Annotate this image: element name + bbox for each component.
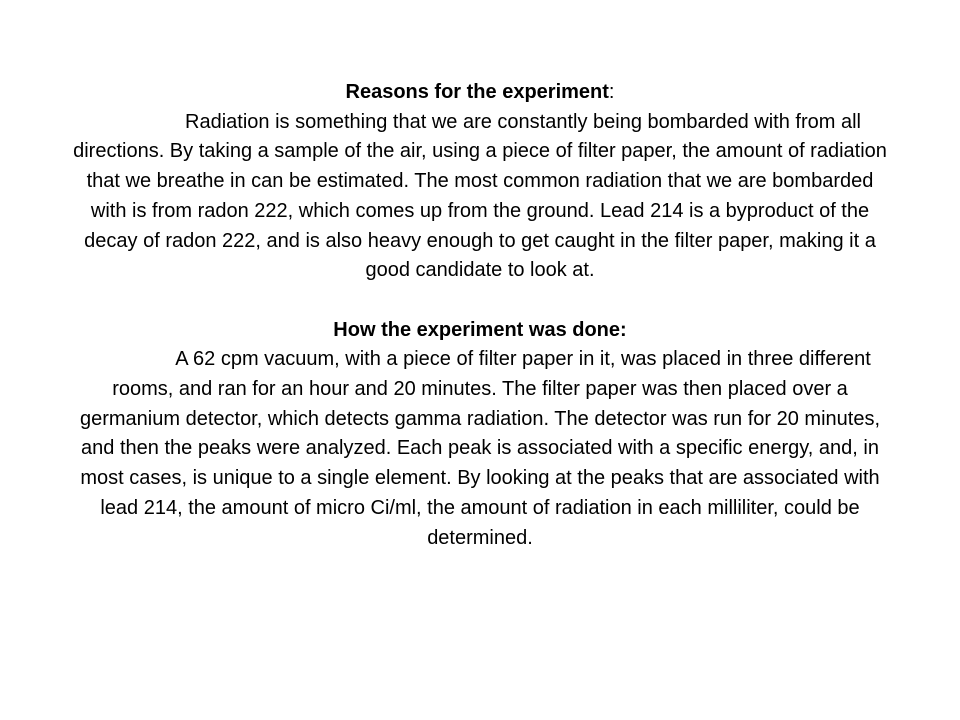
reasons-heading-colon: : xyxy=(608,81,615,103)
reasons-heading-text: Reasons for the experiment xyxy=(345,81,609,103)
method-heading: How the experiment was done: xyxy=(333,318,627,341)
method-paragraph: A 62 cpm vacuum, with a piece of filter paper in it, was placed in three different rooms, and ran for an hour and 20 minutes. The filter paper was then placed over a germanium detector, which detects gamma radiation. The detector was run for 20 minutes, and then the peaks were analyzed. Each peak is associated with a specific energy, and, in most cases, is unique to a single element. By looking at the peaks that are associated with lead 214, the amount of micro Ci/ml, the amount of radiation in each milliliter, could be determined. xyxy=(79,348,881,549)
slide-content xyxy=(68,78,892,553)
reasons-heading xyxy=(68,78,892,108)
section-spacer xyxy=(68,286,892,316)
reasons-paragraph: Radiation is something that we are constantly being bombarded with from all directions. By taking a sample of the air, using a piece of filter paper, the amount of radiation that we breathe in can be estimated. The most common radiation that we are bombarded with is from radon 222, which comes up from the ground. Lead 214 is a byproduct of the decay of radon 222, and is also heavy enough to get caught in the filter paper, making it a good candidate to look at. xyxy=(73,110,887,282)
